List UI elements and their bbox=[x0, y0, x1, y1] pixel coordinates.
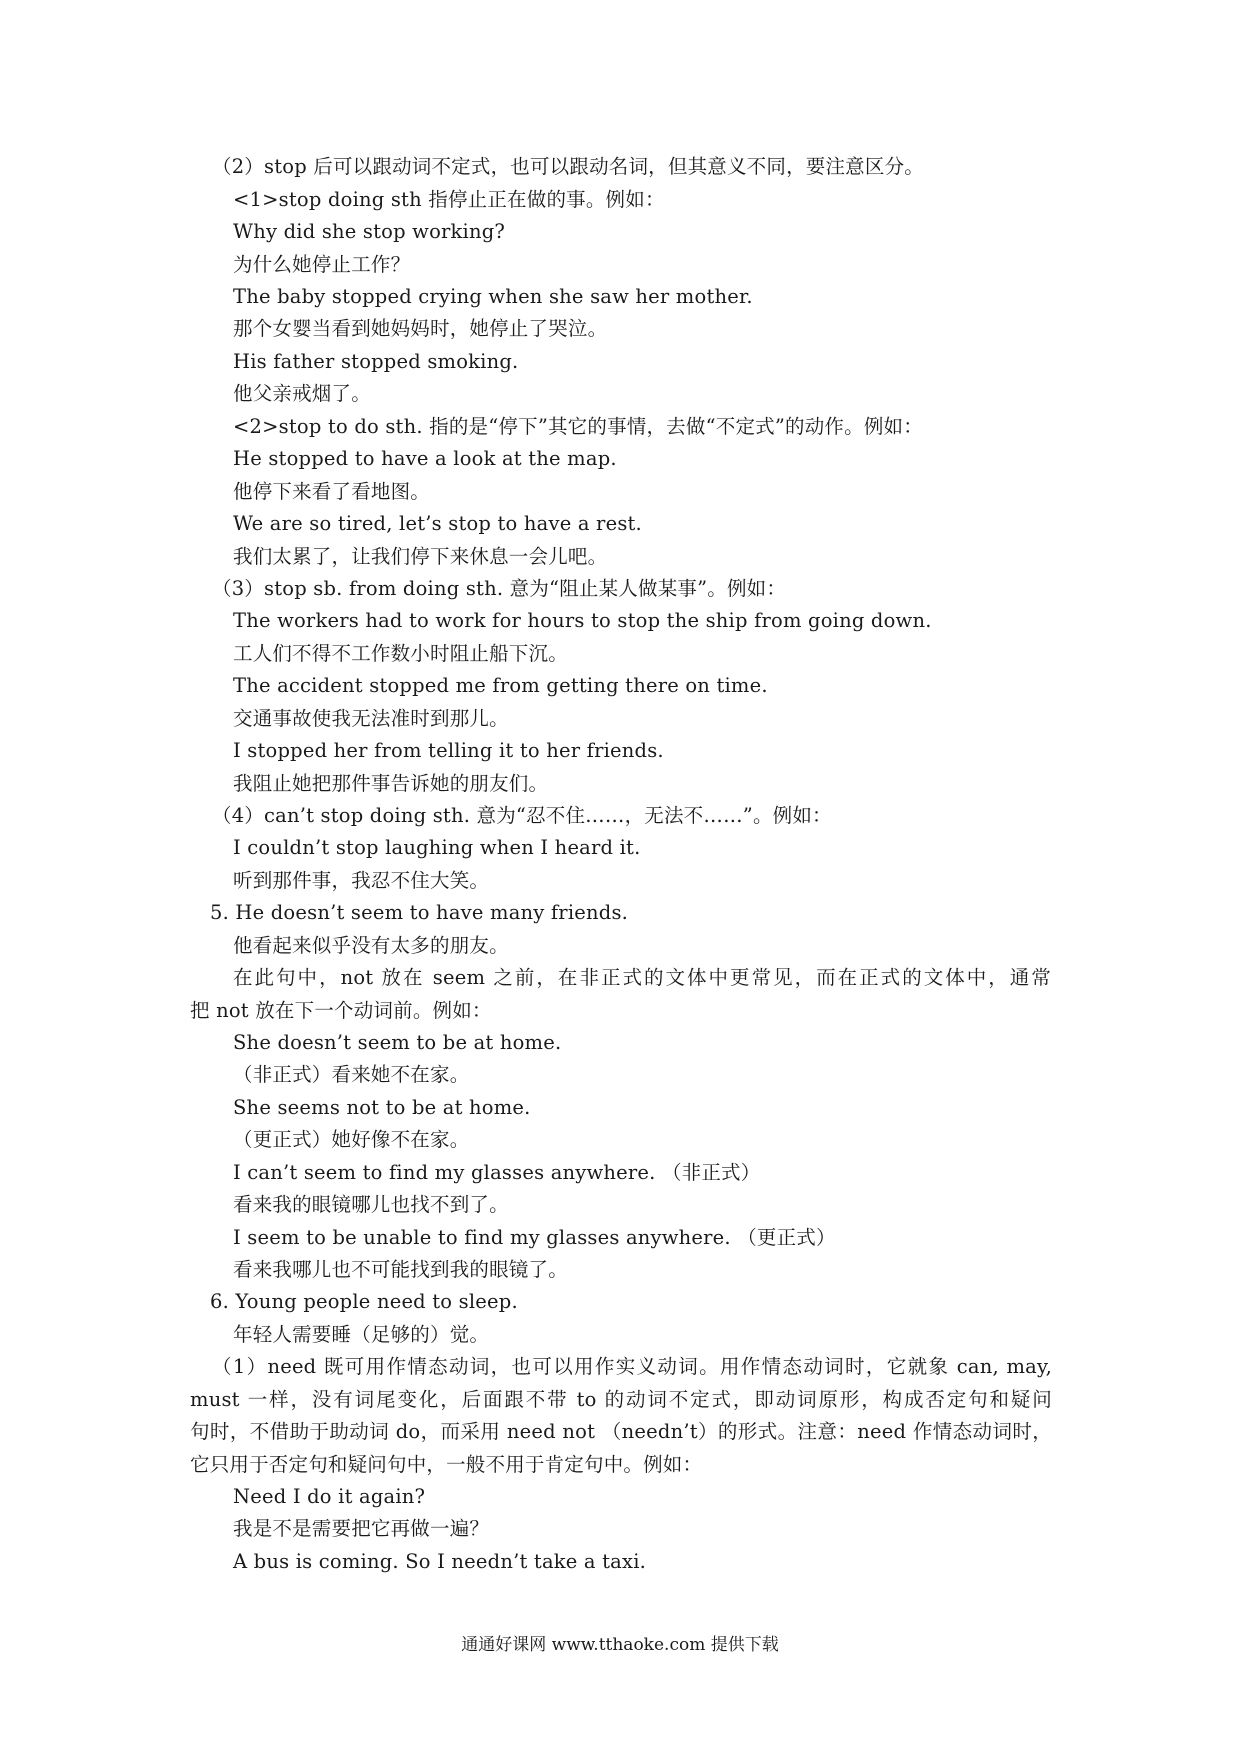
text-line: （非正式）看来她不在家。 bbox=[233, 1063, 470, 1086]
page-footer: 通通好课网 www.tthaoke.com 提供下载 bbox=[461, 1635, 779, 1655]
text-line: 句时，不借助于助动词 do，而采用 need not （needn’t）的形式。注意：need 作情态动词时， bbox=[190, 1420, 1052, 1443]
text-line: 年轻人需要睡（足够的）觉。 bbox=[233, 1323, 490, 1346]
text-line: I can’t seem to find my glasses anywhere. （非正式） bbox=[233, 1161, 761, 1184]
text-line: 看来我哪儿也不可能找到我的眼镜了。 bbox=[233, 1258, 568, 1281]
text-line: 他停下来看了看地图。 bbox=[233, 480, 431, 503]
text-line: <1>stop doing sth 指停止正在做的事。例如： bbox=[233, 188, 665, 211]
text-line: 把 not 放在下一个动词前。例如： bbox=[190, 999, 492, 1022]
text-line: 6. Young people need to sleep. bbox=[210, 1290, 518, 1313]
text-line: 我们太累了，让我们停下来休息一会儿吧。 bbox=[233, 545, 608, 568]
text-line: She doesn’t seem to be at home. bbox=[233, 1031, 562, 1054]
text-line: 5. He doesn’t seem to have many friends. bbox=[210, 901, 629, 924]
text-line: He stopped to have a look at the map. bbox=[233, 447, 617, 470]
text-line: Need I do it again? bbox=[233, 1485, 426, 1508]
text-line: I couldn’t stop laughing when I heard it. bbox=[233, 836, 641, 859]
text-line: <2>stop to do sth. 指的是“停下”其它的事情，去做“不定式”的动作。例如： bbox=[233, 415, 923, 438]
text-line: 看来我的眼镜哪儿也找不到了。 bbox=[233, 1193, 509, 1216]
text-line: 在此句中，not 放在 seem 之前，在非正式的文体中更常见，而在正式的文体中，通常 bbox=[233, 966, 1051, 989]
text-line: The workers had to work for hours to stop the ship from going down. bbox=[233, 609, 932, 632]
text-line: 交通事故使我无法准时到那儿。 bbox=[233, 707, 509, 730]
text-line: She seems not to be at home. bbox=[233, 1096, 531, 1119]
text-line: （更正式）她好像不在家。 bbox=[233, 1128, 470, 1151]
text-line: 他父亲戒烟了。 bbox=[233, 382, 371, 405]
text-line: 我是不是需要把它再做一遍？ bbox=[233, 1517, 490, 1540]
text-line: （1）need 既可用作情态动词，也可以用作实义动词。用作情态动词时，它就象 can, may, bbox=[212, 1355, 1052, 1378]
text-line: 那个女婴当看到她妈妈时，她停止了哭泣。 bbox=[233, 317, 608, 340]
text-line: 它只用于否定句和疑问句中，一般不用于肯定句中。例如： bbox=[190, 1453, 703, 1476]
text-line: 他看起来似乎没有太多的朋友。 bbox=[233, 934, 509, 957]
text-line: A bus is coming. So I needn’t take a taxi. bbox=[233, 1550, 647, 1573]
text-line: must 一样，没有词尾变化，后面跟不带 to 的动词不定式，即动词原形，构成否定句和疑问 bbox=[190, 1388, 1052, 1411]
text-line: The baby stopped crying when she saw her mother. bbox=[233, 285, 753, 308]
text-line: The accident stopped me from getting there on time. bbox=[233, 674, 768, 697]
text-line: 为什么她停止工作？ bbox=[233, 253, 411, 276]
text-line: I stopped her from telling it to her friends. bbox=[233, 739, 664, 762]
text-line: I seem to be unable to find my glasses anywhere. （更正式） bbox=[233, 1226, 836, 1249]
text-line: We are so tired, let’s stop to have a rest. bbox=[233, 512, 642, 535]
text-line: 我阻止她把那件事告诉她的朋友们。 bbox=[233, 772, 549, 795]
text-line: （2）stop 后可以跟动词不定式，也可以跟动名词，但其意义不同，要注意区分。 bbox=[212, 155, 924, 178]
text-line: （4）can’t stop doing sth. 意为“忍不住……，无法不……”。例如： bbox=[212, 804, 832, 827]
text-line: His father stopped smoking. bbox=[233, 350, 519, 373]
text-line: （3）stop sb. from doing sth. 意为“阻止某人做某事”。例如： bbox=[212, 577, 787, 600]
text-line: 工人们不得不工作数小时阻止船下沉。 bbox=[233, 642, 568, 665]
text-line: Why did she stop working? bbox=[233, 220, 506, 243]
text-line: 听到那件事，我忍不住大笑。 bbox=[233, 869, 490, 892]
